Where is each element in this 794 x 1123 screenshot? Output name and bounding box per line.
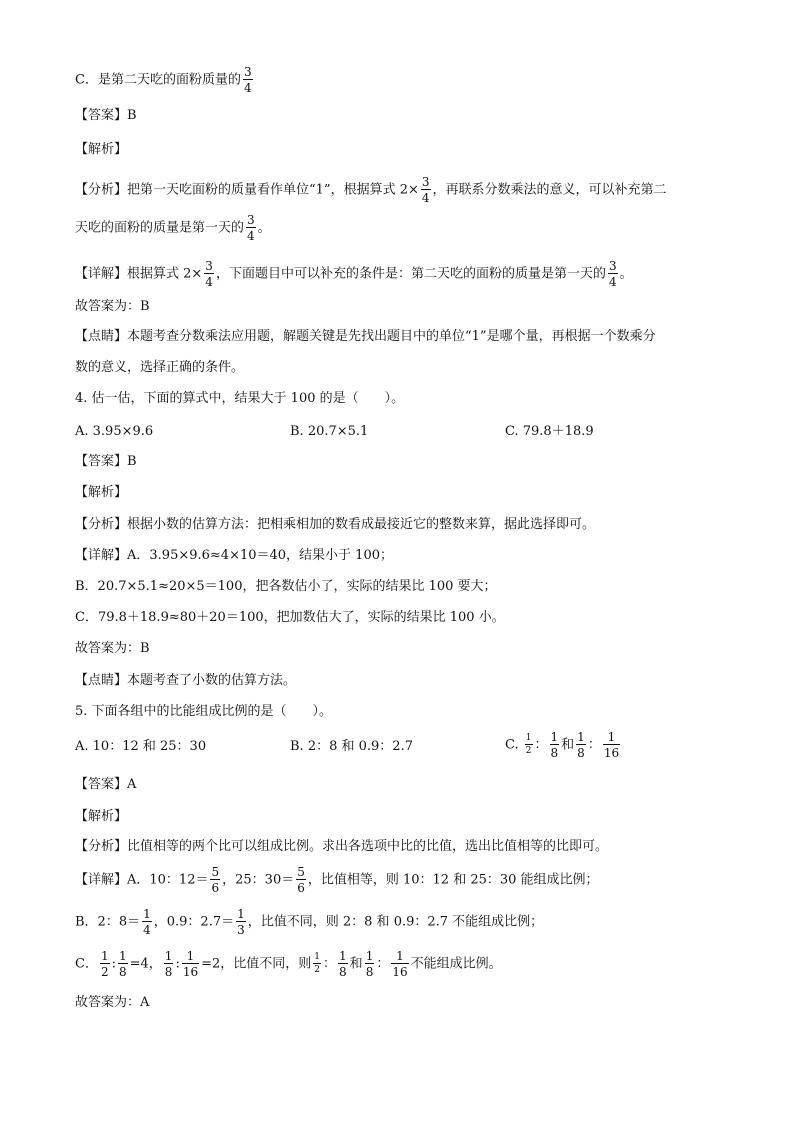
fraction: $\frac{3}{4}$	[247, 213, 255, 243]
q4-stem: 4. 估一估，下面的算式中，结果大于 100 的是（ ）。	[75, 391, 405, 406]
fraction: $\frac{3}{4}$	[421, 175, 430, 205]
fraction: $\frac{1}{3}$	[237, 907, 245, 937]
q4-line-c: C．79.8＋18.9≈80＋20＝100，把加数估大了，实际的结果比 100 小。	[75, 610, 505, 625]
jiexi-label: 【解析】	[75, 142, 128, 157]
fraction: $\frac{3}{4}$	[243, 65, 252, 95]
q4-fenxi: 【分析】根据小数的估算方法：把相乘相加的数看成最接近它的整数来算，据此选择即可。	[75, 517, 596, 532]
option-c-line	[75, 66, 255, 94]
q4-xiangjie: 【详解】A．3.95×9.6≈4×10＝40，结果小于 100；	[75, 548, 393, 563]
q4-final: 故答案为：B	[75, 641, 150, 656]
q5-option-b: B. 2：8 和 0.9：2.7	[290, 739, 413, 754]
fraction: $\frac{1}{8}$	[550, 730, 559, 760]
fraction: $\frac{1}{16}$	[603, 730, 620, 760]
fraction: $\frac{3}{4}$	[205, 259, 213, 289]
fraction: $\frac{1}{2}$	[314, 952, 321, 975]
xiangjie-line: 【详解】根据算式 2× $\frac{3}{4}$ ，下面题目中可以补充的条件是：第二天吃的面粉的质量是第一天的 $\frac{3}{4}$ 。	[75, 259, 633, 289]
fraction: $\frac{1}{2}$	[100, 949, 109, 979]
fraction: $\frac{1}{8}$	[339, 949, 347, 979]
q5-line-b: B．2：8＝ $\frac{1}{4}$ ，0.9：2.7＝ $\frac{1}{3}$ ，比值不同，则 2：8 和 0.9：2.7 不能组成比例；	[75, 907, 544, 937]
q4-jiexi: 【解析】	[75, 485, 128, 500]
dianjing-line-2: 数的意义，选择正确的条件。	[75, 360, 245, 375]
q4-line-b: B．20.7×5.1≈20×5＝100，把各数估小了，实际的结果比 100 要大；	[75, 579, 497, 594]
q4-option-c: C. 79.8＋18.9	[505, 424, 594, 439]
fraction: $\frac{1}{2}$	[525, 733, 532, 756]
answer-label: 【答案】B	[75, 108, 137, 123]
fraction: $\frac{5}{6}$	[211, 865, 220, 895]
fraction: $\frac{1}{16}$	[182, 949, 199, 979]
q4-option-a: A. 3.95×9.6	[75, 424, 154, 439]
fraction: $\frac{1}{8}$	[577, 730, 585, 760]
q5-final: 故答案为：A	[75, 995, 150, 1010]
q5-option-c: C. $\frac{1}{2}$ ： $\frac{1}{8}$ 和 $\frac{1}{8}$ ： $\frac{1}{16}$	[505, 730, 620, 760]
fenxi-line-2: 天吃的面粉的质量是第一天的 $\frac{3}{4}$ 。	[75, 213, 271, 243]
q5-option-a: A. 10：12 和 25：30	[75, 739, 207, 754]
q5-fenxi: 【分析】比值相等的两个比可以组成比例。求出各选项中比的比值，选出比值相等的比即可。	[75, 839, 609, 854]
fraction: $\frac{5}{6}$	[297, 865, 305, 895]
fraction: $\frac{1}{8}$	[118, 949, 127, 979]
q4-answer: 【答案】B	[75, 454, 137, 469]
option-c-text: C．是第二天吃的面粉质量的	[75, 72, 241, 88]
fraction: $\frac{1}{4}$	[143, 907, 151, 937]
q5-line-c: C． $\frac{1}{2}$ : $\frac{1}{8}$ =4， $\frac{1}{8}$ : $\frac{1}{16}$ =2，比值不同，则 $\frac{1}{2}$ ： $\frac{1}{8}$ 和 $\frac{1}{8}$ ： $\frac{1}{16}$ 不能组成比例。	[75, 949, 502, 979]
fraction: $\frac{1}{8}$	[164, 949, 173, 979]
q4-option-b: B. 20.7×5.1	[290, 424, 369, 439]
fenxi-line-1: 【分析】把第一天吃面粉的质量看作单位“1”，根据算式 2× $\frac{3}{4}$ ，再联系分数乘法的意义，可以补充第二	[75, 175, 667, 205]
dianjing-line-1: 【点睛】本题考查分数乘法应用题，解题关键是先找出题目中的单位“1”是哪个量，再根据一个数乘分	[75, 329, 656, 344]
fraction: $\frac{3}{4}$	[608, 259, 617, 289]
q5-xiangjie: 【详解】A．10：12＝ $\frac{5}{6}$ ，25：30＝ $\frac{5}{6}$ ，比值相等，则 10：12 和 25：30 能组成比例；	[75, 865, 599, 895]
fraction: $\frac{1}{16}$	[392, 949, 408, 979]
fraction: $\frac{1}{8}$	[365, 949, 374, 979]
q5-answer: 【答案】A	[75, 777, 137, 792]
final-answer: 故答案为：B	[75, 299, 150, 314]
q4-dianjing: 【点睛】本题考查了小数的估算方法。	[75, 673, 297, 688]
q5-jiexi: 【解析】	[75, 809, 128, 824]
q5-stem: 5. 下面各组中的比能组成比例的是（ ）。	[75, 704, 333, 719]
